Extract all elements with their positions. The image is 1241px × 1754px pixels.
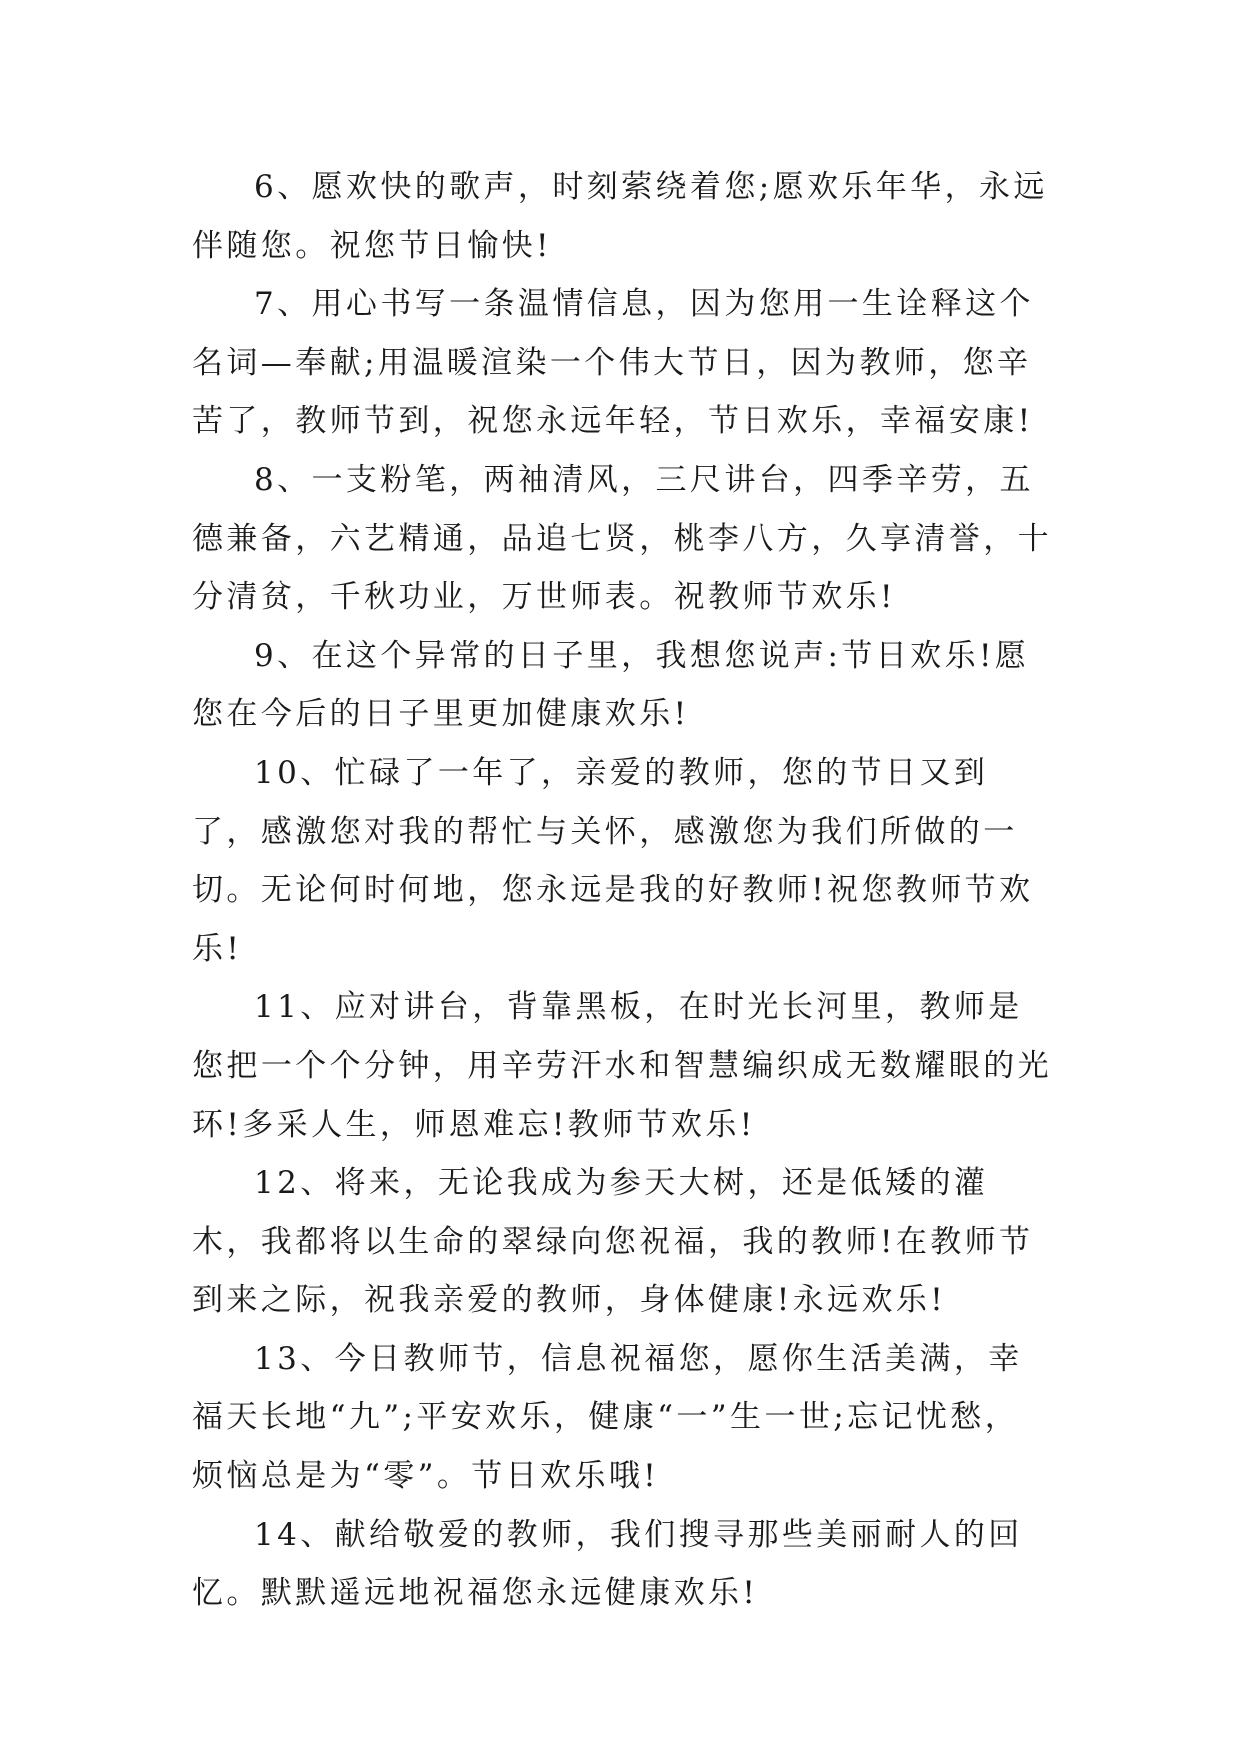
paragraph-line: 8、一支粉笔，两袖清风，三尺讲台，四季辛劳，五德 (192, 461, 1034, 557)
paragraph-10 (192, 744, 1052, 978)
paragraph-line: 13、今日教师节，信息祝福您，愿你生活美满，幸福天 (192, 1340, 1023, 1436)
paragraph-6 (192, 158, 1052, 275)
paragraph-line: 词—奉献;用温暖渲染一个伟大节日，因为教师，您辛苦了， (192, 344, 1032, 440)
paragraph-7 (192, 275, 1052, 451)
paragraph-line: 6、愿欢快的歌声，时刻萦绕着您;愿欢乐年华，永远伴 (192, 169, 1048, 264)
paragraph-8 (192, 451, 1052, 627)
paragraph-line: 12、将来，无论我成为参天大树，还是低矮的灌木，我 (192, 1165, 989, 1260)
paragraph-line: 长地“九”;平安欢乐，健康“一”生一世;忘记忧愁，烦恼 (192, 1399, 1020, 1495)
paragraph-line: 激您对我的帮忙与关怀，感激您为我们所做的一切。无论何 (192, 813, 1018, 909)
paragraph-11 (192, 978, 1052, 1154)
paragraph-line: 时何地，您永远是我的好教师!祝您教师节欢乐! (192, 872, 1034, 967)
document-body (192, 158, 1052, 1623)
paragraph-line: 随您。祝您节日愉快! (226, 227, 552, 264)
paragraph-line: 7、用心书写一条温情信息，因为您用一生诠释这个名 (192, 286, 1034, 381)
paragraph-9 (192, 627, 1052, 744)
paragraph-line: 总是为“零”。节日欢乐哦! (260, 1458, 660, 1495)
paragraph-line: 教师节到，祝您永远年轻，节日欢乐，幸福安康! (295, 403, 1034, 440)
paragraph-line: 14、献给敬爱的教师，我们搜寻那些美丽耐人的回忆。 (192, 1516, 1023, 1612)
paragraph-line: 贫，千秋功业，万世师表。祝教师节欢乐! (260, 579, 896, 616)
paragraph-line: 兼备，六艺精通，品追七贤，桃李八方，久享清誉，十分清 (192, 520, 1053, 616)
paragraph-line: 11、应对讲台，背靠黑板，在时光长河里，教师是您把 (192, 989, 1023, 1084)
paragraph-line: 9、在这个异常的日子里，我想您说声:节日欢乐!愿您 (192, 637, 1030, 733)
paragraph-14 (192, 1506, 1052, 1623)
paragraph-line: 采人生，师恩难忘!教师节欢乐! (276, 1106, 756, 1143)
paragraph-line: 一个个分钟，用辛劳汗水和智慧编织成无数耀眼的光环!多 (192, 1047, 1053, 1143)
paragraph-12 (192, 1154, 1052, 1330)
paragraph-13 (192, 1330, 1052, 1506)
paragraph-line: 在今后的日子里更加健康欢乐! (226, 696, 690, 733)
paragraph-line: 祝我亲爱的教师，身体健康!永远欢乐! (364, 1282, 947, 1319)
paragraph-line: 默默遥远地祝福您永远健康欢乐! (260, 1575, 759, 1612)
paragraph-line: 都将以生命的翠绿向您祝福，我的教师!在教师节到来之际， (192, 1223, 1034, 1319)
paragraph-line: 10、忙碌了一年了，亲爱的教师，您的节日又到了，感 (192, 754, 989, 850)
